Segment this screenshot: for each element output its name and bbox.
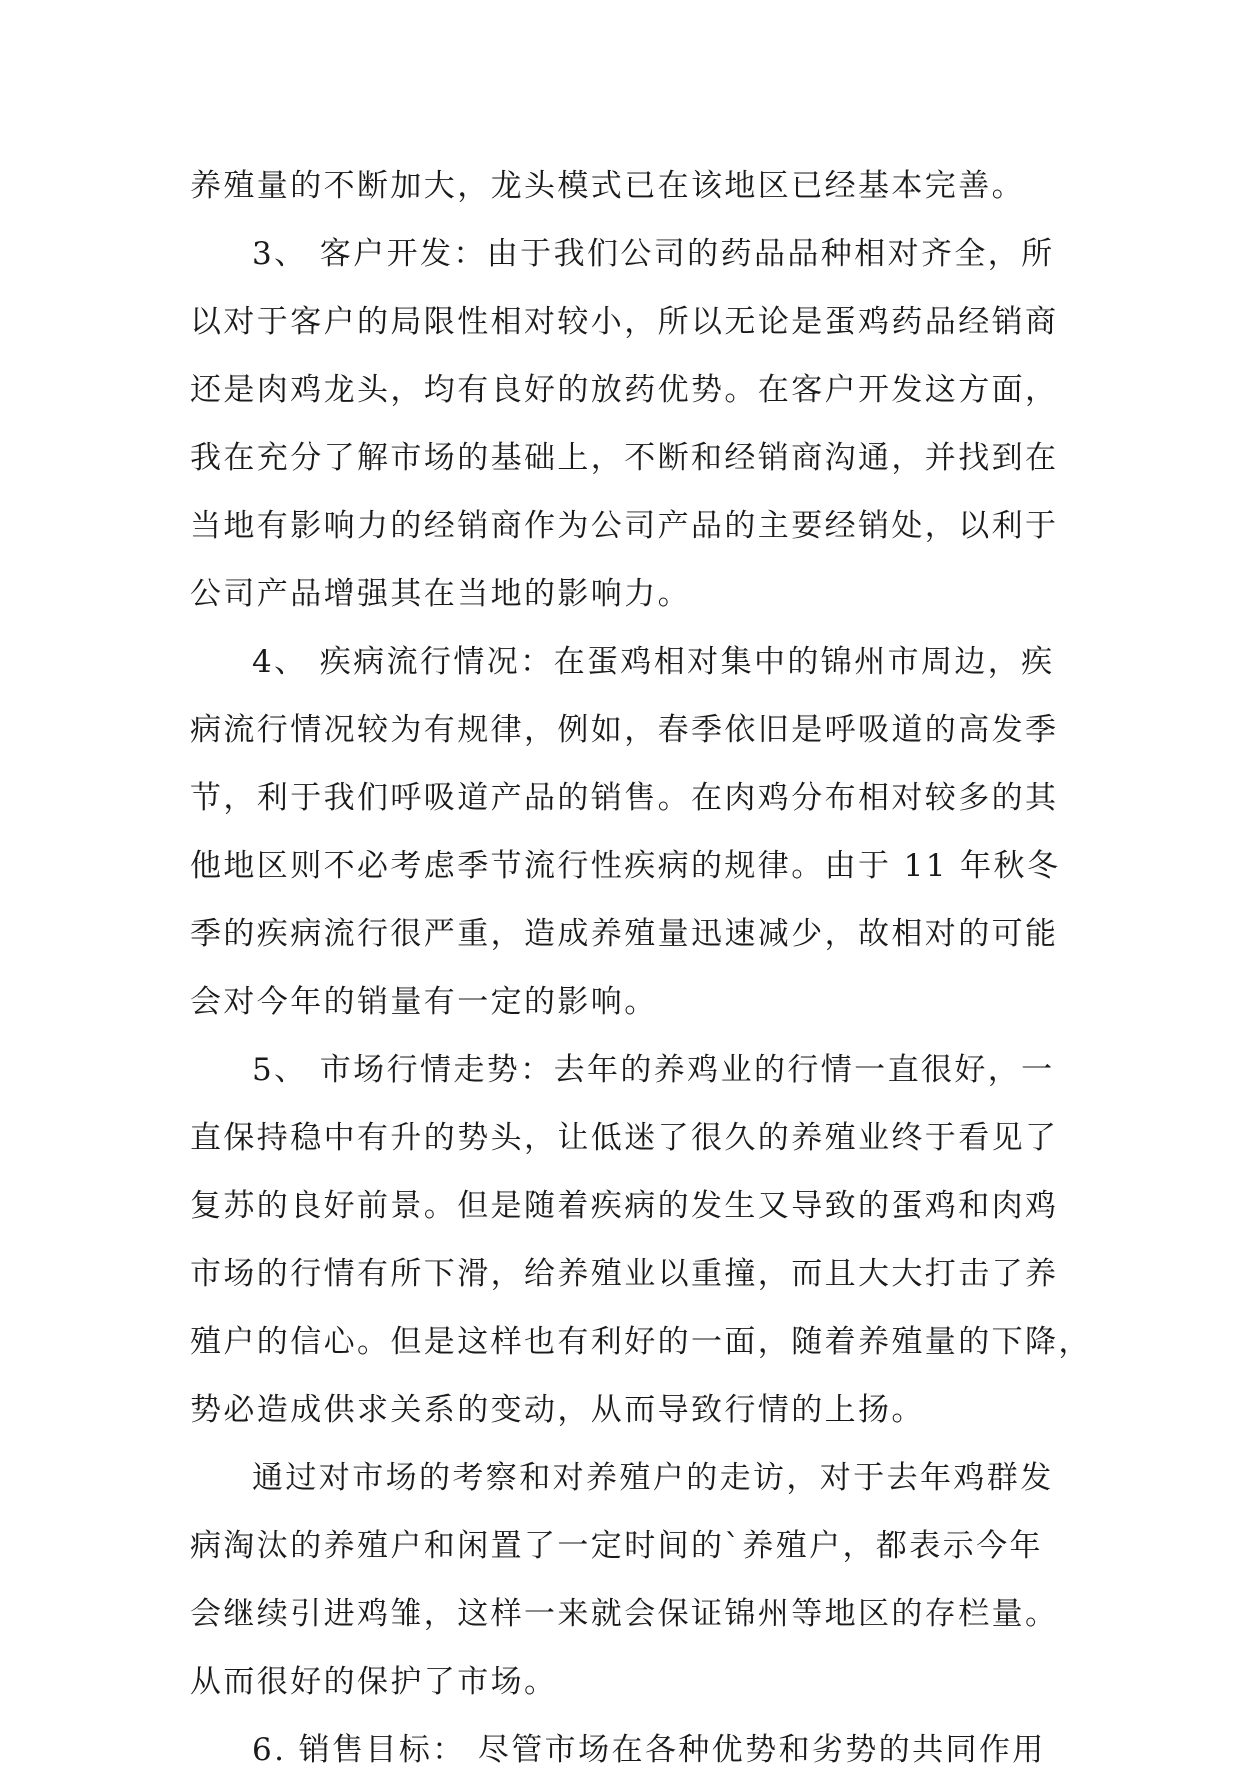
text-line: 5、 市场行情走势：去年的养鸡业的行情一直很好，一 [252,1052,1055,1088]
text-line: 4、 疾病流行情况：在蛋鸡相对集中的锦州市周边，疾 [252,644,1055,680]
text-line: 我在充分了解市场的基础上，不断和经销商沟通，并找到在 [190,440,1059,476]
text-line: 市场的行情有所下滑，给养殖业以重撞，而且大大打击了养 [190,1256,1059,1292]
text-line: 复苏的良好前景。但是随着疾病的发生又导致的蛋鸡和肉鸡 [190,1188,1059,1224]
text-line: 养殖量的不断加大，龙头模式已在该地区已经基本完善。 [190,168,1025,204]
text-line: 以对于客户的局限性相对较小，所以无论是蛋鸡药品经销商 [190,304,1059,340]
text-line: 当地有影响力的经销商作为公司产品的主要经销处，以利于 [190,508,1059,544]
text-line: 病淘汰的养殖户和闲置了一定时间的`养殖户，都表示今年 [190,1528,1043,1564]
text-line: 他地区则不必考虑季节流行性疾病的规律。由于 11 年秋冬 [190,848,1061,884]
text-line: 直保持稳中有升的势头，让低迷了很久的养殖业终于看见了 [190,1120,1059,1156]
text-line: 会对今年的销量有一定的影响。 [190,984,658,1020]
text-line: 节，利于我们呼吸道产品的销售。在肉鸡分布相对较多的其 [190,780,1059,816]
text-line: 6. 销售目标： 尽管市场在各种优势和劣势的共同作用 [252,1732,1046,1768]
text-line: 势必造成供求关系的变动，从而导致行情的上扬。 [190,1392,925,1428]
document-body [190,152,1092,1784]
text-line: 病流行情况较为有规律，例如，春季依旧是呼吸道的高发季 [190,712,1059,748]
text-line: 殖户的信心。但是这样也有利好的一面，随着养殖量的下降， [190,1324,1092,1360]
text-line: 公司产品增强其在当地的影响力。 [190,576,691,612]
text-line: 季的疾病流行很严重，造成养殖量迅速减少，故相对的可能 [190,916,1059,952]
text-line: 从而很好的保护了市场。 [190,1664,558,1700]
text-line: 通过对市场的考察和对养殖户的走访，对于去年鸡群发 [252,1460,1054,1496]
text-line: 会继续引进鸡雏，这样一来就会保证锦州等地区的存栏量。 [190,1596,1059,1632]
text-line: 还是肉鸡龙头，均有良好的放药优势。在客户开发这方面， [190,372,1059,408]
text-line: 3、 客户开发：由于我们公司的药品品种相对齐全，所 [252,236,1055,272]
